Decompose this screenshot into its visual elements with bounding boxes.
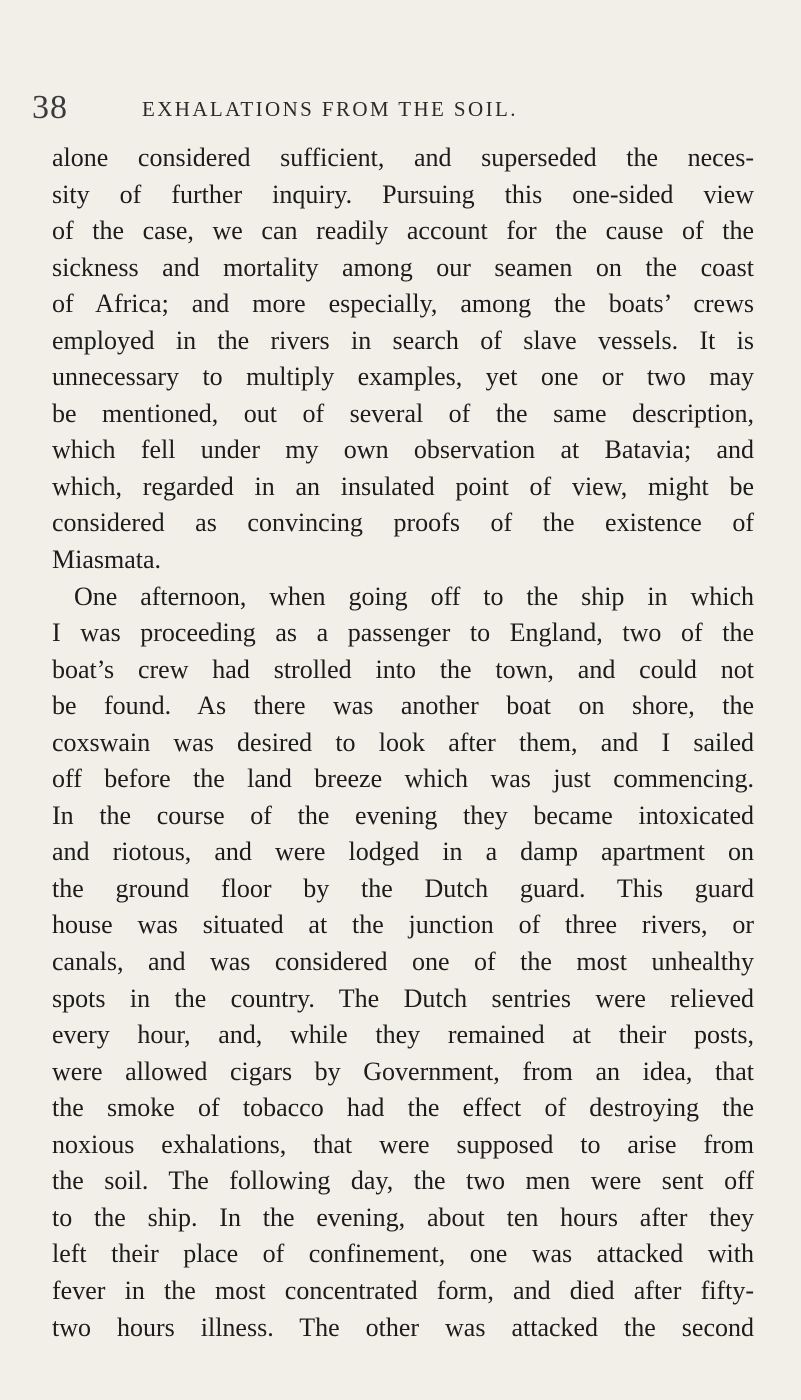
text-line: and riotous, and were lodged in a damp apartment on [52, 837, 754, 867]
text-line: sickness and mortality among our seamen on the coast [52, 252, 754, 282]
text-line: boat’s crew had strolled into the town, and could not [52, 654, 754, 684]
text-line: the soil. The following day, the two men were sent off [52, 1166, 754, 1196]
text-line: considered as convincing proofs of the existence of [52, 508, 754, 538]
text-line: of Africa; and more especially, among the boats’ crews [52, 289, 754, 319]
text-line: be mentioned, out of several of the same description, [52, 398, 754, 428]
text-line: left their place of confinement, one was attacked with [52, 1239, 754, 1269]
text-line: were allowed cigars by Government, from an idea, that [52, 1056, 754, 1086]
text-line: the ground floor by the Dutch guard. This guard [52, 873, 754, 903]
text-line: of the case, we can readily account for the cause of the [52, 216, 754, 246]
text-line: unnecessary to multiply examples, yet one or two may [52, 362, 754, 392]
text-line: employed in the rivers in search of slave vessels. It is [52, 325, 754, 355]
text-line: I was proceeding as a passenger to England, two of the [52, 618, 754, 648]
text-line: be found. As there was another boat on shore, the [52, 691, 754, 721]
text-line: which, regarded in an insulated point of view, might be [52, 471, 754, 501]
running-head [32, 88, 752, 128]
text-line: sity of further inquiry. Pursuing this one-sided view [52, 179, 754, 209]
text-line: every hour, and, while they remained at their posts, [52, 1020, 754, 1050]
text-line: house was situated at the junction of three rivers, or [52, 910, 754, 940]
text-line: spots in the country. The Dutch sentries were relieved [52, 983, 754, 1013]
text-line: coxswain was desired to look after them, and I sailed [52, 727, 754, 757]
body-text [52, 140, 754, 1346]
text-line: two hours illness. The other was attacked the second [52, 1312, 754, 1342]
text-line: One afternoon, when going off to the ship in which [74, 581, 754, 611]
text-line: fever in the most concentrated form, and died after fifty- [52, 1275, 754, 1305]
text-line: alone considered sufficient, and superseded the neces- [52, 143, 754, 172]
running-title: EXHALATIONS FROM THE SOIL. [142, 97, 518, 121]
text-line: noxious exhalations, that were supposed to arise from [52, 1129, 754, 1159]
text-line: Miasmata. [52, 545, 162, 575]
text-line: the smoke of tobacco had the effect of destroying the [52, 1093, 754, 1123]
text-line: which fell under my own observation at Batavia; and [52, 435, 754, 465]
text-line: to the ship. In the evening, about ten hours after they [52, 1202, 754, 1232]
text-line: canals, and was considered one of the most unhealthy [52, 947, 754, 977]
text-line: off before the land breeze which was just commencing. [52, 764, 754, 794]
page-number: 38 [32, 89, 68, 126]
text-line: In the course of the evening they became intoxicated [52, 800, 754, 830]
